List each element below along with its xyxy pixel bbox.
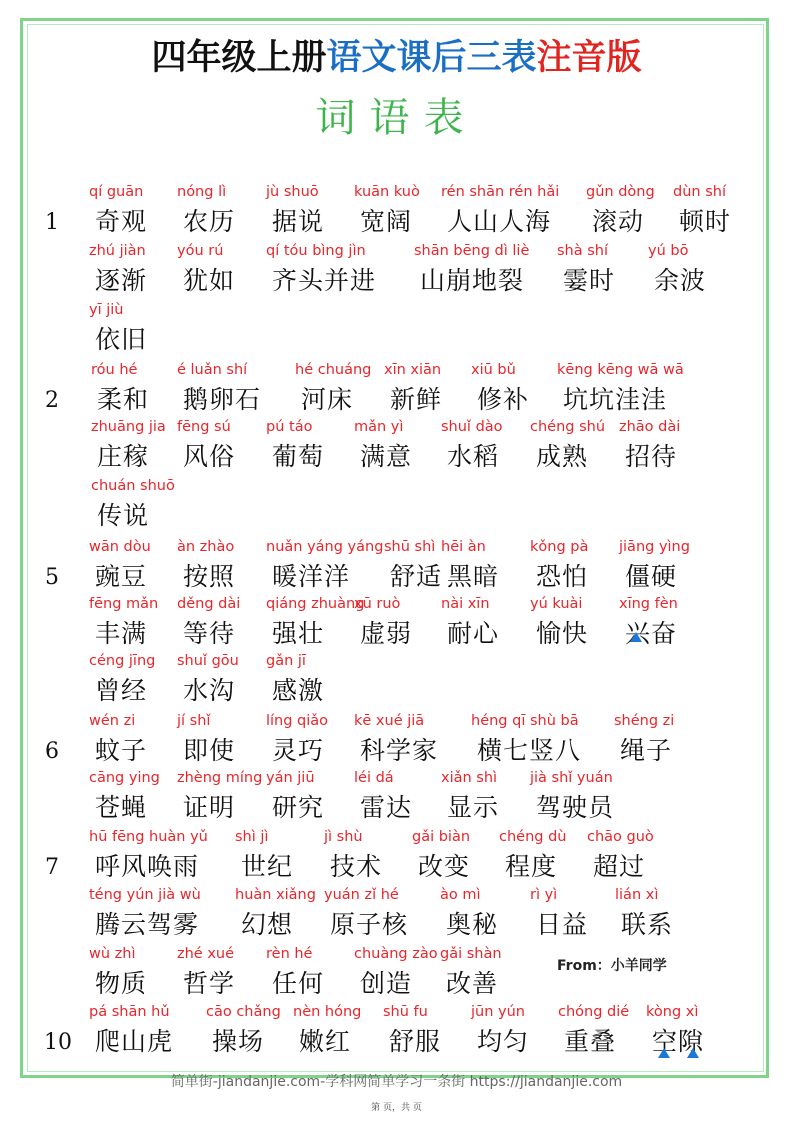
polyphone-marker-icon — [687, 1048, 699, 1058]
hanzi: 横七竖八 — [477, 736, 582, 765]
word-row — [0, 770, 793, 828]
pinyin: pá shān hǔ — [89, 1004, 170, 1020]
word-row — [0, 362, 793, 420]
hanzi: 据说 — [272, 207, 325, 236]
pinyin: téng yún jià wù — [89, 887, 201, 903]
hanzi: 满意 — [360, 442, 413, 471]
polyphone-marker-icon — [658, 1048, 670, 1058]
pinyin: jià shǐ yuán — [530, 770, 613, 786]
pinyin: shuǐ gōu — [177, 653, 239, 669]
footer-text: 简单街-jiandanjie.com-学科网简单学习一条街 https://jiandanjie.com — [170, 1074, 623, 1090]
page-number: 第 页，共 页 — [371, 1103, 422, 1113]
pinyin: gǎi biàn — [412, 829, 471, 845]
pinyin: kēng kēng wā wā — [557, 362, 684, 378]
hanzi: 宽阔 — [360, 207, 413, 236]
word-row — [0, 829, 793, 887]
pinyin: zhuāng jia — [91, 419, 166, 435]
pinyin: yú bō — [648, 243, 689, 259]
hanzi: 任何 — [272, 969, 325, 998]
hanzi: 水沟 — [183, 676, 236, 705]
pinyin: xiū bǔ — [471, 362, 516, 378]
hanzi: 重叠 — [564, 1027, 617, 1056]
pinyin: zhāo dài — [619, 419, 681, 435]
pinyin: kòng xì — [646, 1004, 699, 1020]
pinyin: chuàng zào — [354, 946, 438, 962]
hanzi: 豌豆 — [95, 562, 148, 591]
pinyin: shū shì — [384, 539, 436, 555]
pinyin: shān bēng dì liè — [414, 243, 530, 259]
hanzi: 证明 — [183, 793, 236, 822]
hanzi: 感激 — [272, 676, 325, 705]
pinyin: céng jīng — [89, 653, 156, 669]
pinyin: nuǎn yáng yáng — [266, 539, 384, 555]
pinyin: shéng zi — [614, 713, 675, 729]
hanzi: 山崩地裂 — [420, 266, 525, 295]
hanzi: 河床 — [301, 385, 354, 414]
hanzi: 日益 — [536, 910, 589, 939]
lesson-number: 6 — [45, 739, 59, 764]
word-row — [0, 184, 793, 242]
lesson-number: 10 — [44, 1030, 72, 1055]
pinyin: qiáng zhuàng — [266, 596, 365, 612]
hanzi: 坑坑洼洼 — [563, 385, 668, 414]
hanzi: 嫩红 — [299, 1027, 352, 1056]
hanzi: 改善 — [446, 969, 499, 998]
hanzi: 研究 — [272, 793, 325, 822]
pinyin: shà shí — [557, 243, 609, 259]
pinyin: jiāng yìng — [619, 539, 690, 555]
pinyin: chóng dié — [558, 1004, 630, 1020]
pinyin: é luǎn shí — [177, 362, 248, 378]
polyphone-marker-icon — [630, 632, 642, 642]
hanzi: 柔和 — [97, 385, 150, 414]
hanzi: 原子核 — [330, 910, 409, 939]
pinyin: kuān kuò — [354, 184, 420, 200]
pinyin: gǎn jī — [266, 653, 306, 669]
hanzi: 庄稼 — [97, 442, 150, 471]
pinyin: lián xì — [615, 887, 659, 903]
pinyin: xū ruò — [354, 596, 401, 612]
pinyin: líng qiǎo — [266, 713, 329, 729]
hanzi: 程度 — [505, 852, 558, 881]
pinyin: gǎi shàn — [440, 946, 502, 962]
hanzi: 驾驶员 — [536, 793, 615, 822]
hanzi: 呼风唤雨 — [95, 852, 200, 881]
pinyin: rén shān rén hǎi — [441, 184, 560, 200]
lesson-number: 1 — [45, 210, 59, 235]
hanzi: 兴奋 — [625, 619, 678, 648]
hanzi: 等待 — [183, 619, 236, 648]
pinyin: hū fēng huàn yǔ — [89, 829, 208, 845]
hanzi: 顿时 — [679, 207, 732, 236]
hanzi: 舒适 — [390, 562, 443, 591]
hanzi: 舒服 — [389, 1027, 442, 1056]
pinyin: jūn yún — [471, 1004, 525, 1020]
pinyin: pú táo — [266, 419, 313, 435]
hanzi: 人山人海 — [447, 207, 552, 236]
hanzi: 新鲜 — [390, 385, 443, 414]
pinyin: qí guān — [89, 184, 144, 200]
hanzi: 风俗 — [183, 442, 236, 471]
pinyin: wén zi — [89, 713, 136, 729]
word-row — [0, 243, 793, 301]
hanzi: 即使 — [183, 736, 236, 765]
word-row — [0, 539, 793, 597]
page-title — [0, 30, 793, 80]
hanzi: 逐渐 — [95, 266, 148, 295]
hanzi: 葡萄 — [272, 442, 325, 471]
pinyin: léi dá — [354, 770, 394, 786]
pinyin: mǎn yì — [354, 419, 404, 435]
pinyin: jù shuō — [266, 184, 319, 200]
hanzi: 齐头并进 — [272, 266, 377, 295]
hanzi: 科学家 — [360, 736, 439, 765]
pinyin: rì yì — [530, 887, 558, 903]
hanzi: 奇观 — [95, 207, 148, 236]
title-grade: 四年级上册 — [151, 38, 327, 78]
hanzi: 霎时 — [563, 266, 616, 295]
word-row — [0, 596, 793, 654]
hanzi: 耐心 — [447, 619, 500, 648]
word-row — [0, 302, 793, 360]
section-subtitle: 词语表 — [315, 95, 478, 141]
word-row — [0, 713, 793, 771]
hanzi: 超过 — [593, 852, 646, 881]
pinyin: shì jì — [235, 829, 269, 845]
pinyin: róu hé — [91, 362, 138, 378]
pinyin: xīn xiān — [384, 362, 442, 378]
hanzi: 创造 — [360, 969, 413, 998]
pinyin: jì shù — [324, 829, 363, 845]
hanzi: 愉快 — [536, 619, 589, 648]
hanzi: 世纪 — [241, 852, 294, 881]
pinyin: yóu rú — [177, 243, 224, 259]
pinyin: yī jiù — [89, 302, 124, 318]
hanzi: 滚动 — [592, 207, 645, 236]
hanzi: 水稻 — [447, 442, 500, 471]
lesson-number: 7 — [45, 855, 59, 880]
hanzi: 苍蝇 — [95, 793, 148, 822]
hanzi: 修补 — [477, 385, 530, 414]
pinyin: yú kuài — [530, 596, 583, 612]
word-row — [0, 419, 793, 477]
hanzi: 绳子 — [620, 736, 673, 765]
hanzi: 改变 — [418, 852, 471, 881]
word-row — [0, 653, 793, 711]
word-row — [0, 1004, 793, 1062]
pinyin: yán jiū — [266, 770, 315, 786]
hanzi: 虚弱 — [360, 619, 413, 648]
hanzi: 爬山虎 — [95, 1027, 174, 1056]
pinyin: dùn shí — [673, 184, 726, 200]
title-edition: 注音版 — [536, 38, 642, 78]
word-row — [0, 946, 793, 1004]
hanzi: 黑暗 — [447, 562, 500, 591]
pinyin: ào mì — [440, 887, 481, 903]
pinyin: zhú jiàn — [89, 243, 146, 259]
hanzi: 招待 — [625, 442, 678, 471]
pinyin: chéng shú — [530, 419, 606, 435]
hanzi: 腾云驾雾 — [95, 910, 200, 939]
pinyin: cāo chǎng — [206, 1004, 281, 1020]
hanzi: 丰满 — [95, 619, 148, 648]
hanzi: 操场 — [212, 1027, 265, 1056]
pinyin: àn zhào — [177, 539, 235, 555]
hanzi: 空隙 — [652, 1027, 705, 1056]
lesson-number: 2 — [45, 388, 59, 413]
pinyin: héng qī shù bā — [471, 713, 579, 729]
pinyin: hé chuáng — [295, 362, 372, 378]
pinyin: gǔn dòng — [586, 184, 655, 200]
hanzi: 显示 — [447, 793, 500, 822]
hanzi: 曾经 — [95, 676, 148, 705]
pinyin: cāng ying — [89, 770, 160, 786]
pinyin: yuán zǐ hé — [324, 887, 399, 903]
pinyin: xiǎn shì — [441, 770, 498, 786]
pinyin: xīng fèn — [619, 596, 678, 612]
hanzi: 鹅卵石 — [183, 385, 262, 414]
hanzi: 幻想 — [241, 910, 294, 939]
hanzi: 强壮 — [272, 619, 325, 648]
pinyin: rèn hé — [266, 946, 313, 962]
pinyin: shū fu — [383, 1004, 428, 1020]
hanzi: 雷达 — [360, 793, 413, 822]
pinyin: nài xīn — [441, 596, 490, 612]
hanzi: 恐怕 — [536, 562, 589, 591]
pinyin: děng dài — [177, 596, 241, 612]
pinyin: chuán shuō — [91, 478, 175, 494]
pinyin: chéng dù — [499, 829, 567, 845]
hanzi: 哲学 — [183, 969, 236, 998]
hanzi: 依旧 — [95, 325, 148, 354]
hanzi: 成熟 — [536, 442, 589, 471]
hanzi: 均匀 — [477, 1027, 530, 1056]
pinyin: nèn hóng — [293, 1004, 362, 1020]
pinyin: fēng mǎn — [89, 596, 159, 612]
hanzi: 余波 — [654, 266, 707, 295]
lesson-number: 5 — [45, 565, 59, 590]
word-row — [0, 478, 793, 536]
hanzi: 犹如 — [183, 266, 236, 295]
hanzi: 联系 — [621, 910, 674, 939]
pinyin: shuǐ dào — [441, 419, 503, 435]
pinyin: qí tóu bìng jìn — [266, 243, 366, 259]
hanzi: 农历 — [183, 207, 236, 236]
pinyin: kē xué jiā — [354, 713, 425, 729]
hanzi: 按照 — [183, 562, 236, 591]
hanzi: 暖洋洋 — [272, 562, 351, 591]
pinyin: wù zhì — [89, 946, 136, 962]
hanzi: 奥秘 — [446, 910, 499, 939]
pinyin: zhèng míng — [177, 770, 263, 786]
pinyin: chāo guò — [587, 829, 654, 845]
hanzi: 灵巧 — [272, 736, 325, 765]
word-row — [0, 887, 793, 945]
pinyin: nóng lì — [177, 184, 227, 200]
from-label: From：小羊同学 — [557, 958, 667, 974]
pinyin: fēng sú — [177, 419, 231, 435]
hanzi: 技术 — [330, 852, 383, 881]
pinyin: wān dòu — [89, 539, 151, 555]
hanzi: 僵硬 — [625, 562, 678, 591]
hanzi: 蚊子 — [95, 736, 148, 765]
title-subject: 语文课后三表 — [326, 38, 537, 78]
hanzi: 物质 — [95, 969, 148, 998]
pinyin: kǒng pà — [530, 539, 589, 555]
pinyin: zhé xué — [177, 946, 235, 962]
pinyin: jí shǐ — [177, 713, 211, 729]
pinyin: hēi àn — [441, 539, 486, 555]
pinyin: huàn xiǎng — [235, 887, 316, 903]
hanzi: 传说 — [97, 501, 150, 530]
